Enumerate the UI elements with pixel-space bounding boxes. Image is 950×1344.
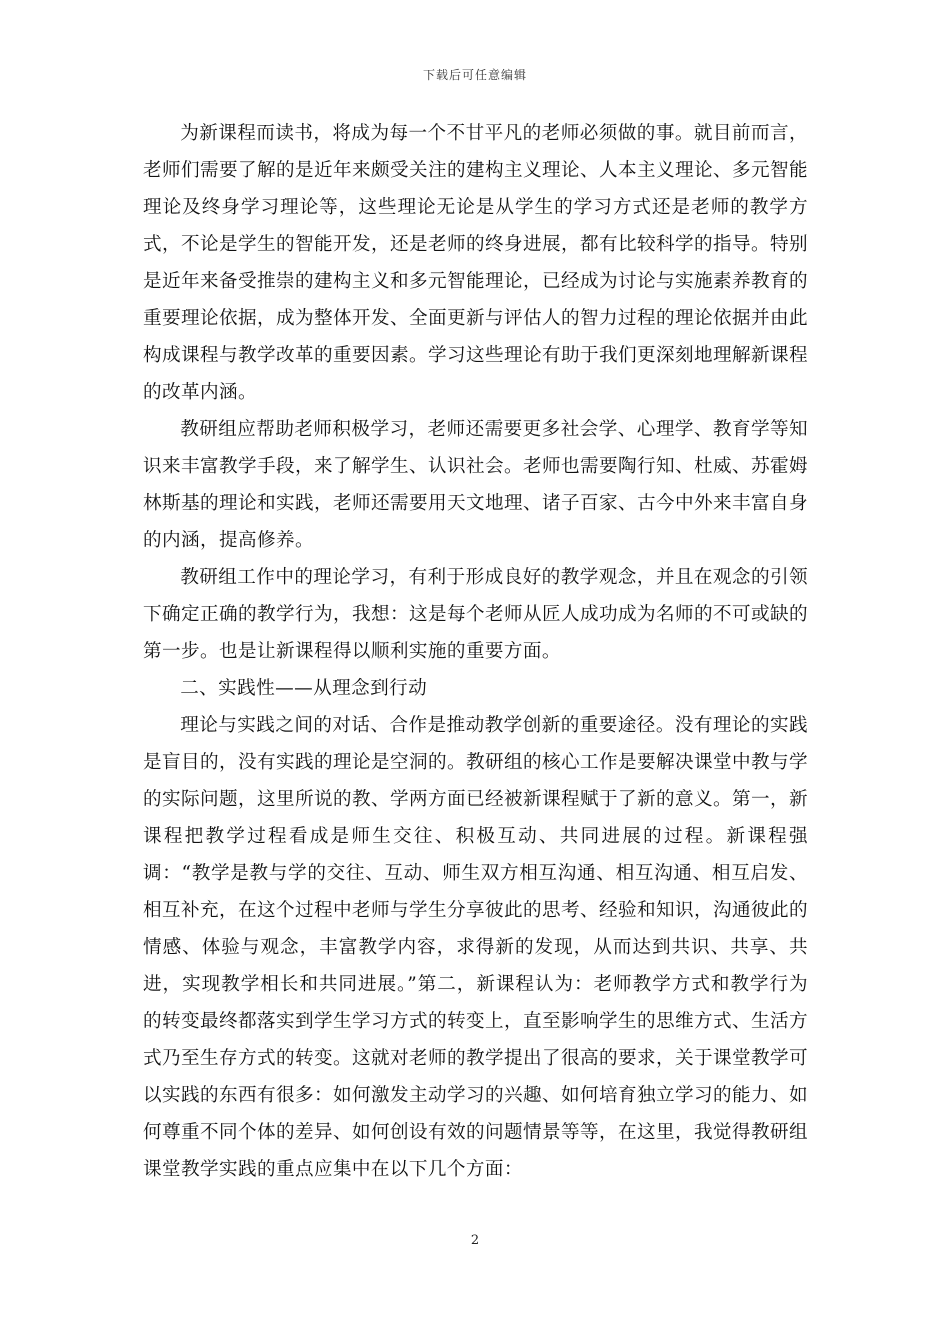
paragraph-theory-reading: 为新课程而读书，将成为每一个不甘平凡的老师必须做的事。就目前而言，老师们需要了解的是近年来颇受关注的建构主义理论、人本主义理论、多元智能理论及终身学习理论等，这些理论无论是从学生的学习方式还是老师的教学方式，不论是学生的智能开发，还是老师的终身进展，都有比较科学的指导。特别是近年来备受推崇的建构主义和多元智能理论，已经成为讨论与实施素养教育的重要理论依据，成为整体开发、全面更新与评估人的智力过程的理论依据并由此构成课程与教学改革的重要因素。学习这些理论有助于我们更深刻地理解新课程的改革内涵。 <box>143 123 808 403</box>
page-header: 下载后可任意编辑 <box>422 68 527 82</box>
paragraph-theory-study: 教研组工作中的理论学习，有利于形成良好的教学观念，并且在观念的引领下确定正确的教学行为，我想：这是每个老师从匠人成功成为名师的不可或缺的第一步。也是让新课程得以顺利实施的重要方面。 <box>143 567 808 662</box>
document-body <box>143 115 808 1188</box>
page-number: 2 <box>470 1233 480 1248</box>
paragraph-theory-practice: 理论与实践之间的对话、合作是推动教学创新的重要途径。没有理论的实践是盲目的，没有实践的理论是空洞的。教研组的核心工作是要解决课堂中教与学的实际问题，这里所说的教、学两方面已经被新课程赋于了新的意义。第一，新课程把教学过程看成是师生交往、积极互动、共同进展的过程。新课程强调：“教学是教与学的交往、互动、师生双方相互沟通、相互沟通、相互启发、相互补充，在这个过程中老师与学生分享彼此的思考、经验和知识，沟通彼此的情感、体验与观念，丰富教学内容，求得新的发现，从而达到共识、共享、共进，实现教学相长和共同进展。”第二，新课程认为：老师教学方式和教学行为的转变最终都落实到学生学习方式的转变上，直至影响学生的思维方式、生活方式乃至生存方式的转变。这就对老师的教学提出了很高的要求，关于课堂教学可以实践的东西有很多：如何激发主动学习的兴趣、如何培育独立学习的能力、如何尊重不同个体的差异、如何创设有效的问题情景等等，在这里，我觉得教研组课堂教学实践的重点应集中在以下几个方面： <box>143 715 808 1180</box>
paragraph-teacher-learning: 教研组应帮助老师积极学习，老师还需要更多社会学、心理学、教育学等知识来丰富教学手段，来了解学生、认识社会。老师也需要陶行知、杜威、苏霍姆林斯基的理论和实践，老师还需要用天文地理、诸子百家、古今中外来丰富自身的内涵，提高修养。 <box>143 419 808 551</box>
section-heading-practice: 二、实践性——从理念到行动 <box>180 678 428 699</box>
